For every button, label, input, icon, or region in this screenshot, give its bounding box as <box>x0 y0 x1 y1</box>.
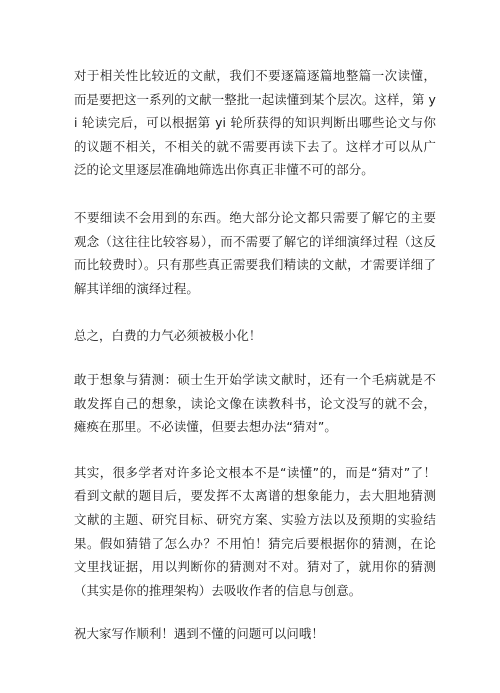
paragraph-guess-right: 其实，很多学者对许多论文根本不是“读懂”的，而是“猜对”了！看到文献的题目后，要发挥不太离谱的想象能力，去大胆地猜测文献的主题、研究目标、研究方案、实验方法以及预期的实验结果。假如猜错了怎么办？不用怕！猜完后要根据你的猜测，在论文里找证据，用以判断你的猜测对不对。猜对了，就用你的猜测（其实是你的推理架构）去吸收作者的信息与创意。 <box>74 464 436 598</box>
paragraph-minimize-effort: 总之，白费的力气必须被极小化！ <box>74 328 262 344</box>
paragraph-dare-to-guess: 敢于想象与猜测：硕士生开始学读文献时，还有一个毛病就是不敢发挥自己的想象，读论文像在读教科书，论文没写的就不会，瘫痪在那里。不必读懂，但要去想办法“猜对”。 <box>74 371 436 435</box>
paragraph-skip-details: 不要细读不会用到的东西。绝大部分论文都只需要了解它的主要观念（这往往比较容易），而不需要了解它的详细演绎过程（这反而比较费时）。只有那些真正需要我们精读的文献，才需要详细了解其详细的演绎过程。 <box>74 209 436 296</box>
paragraph-closing-wish: 祝大家写作顺利！遇到不懂的问题可以问哦！ <box>74 626 324 642</box>
paragraph-batch-reading: 对于相关性比较近的文献，我们不要逐篇逐篇地整篇一次读懂，而是要把这一系列的文献一整批一起读懂到某个层次。这样，第 yi 轮读完后，可以根据第 yi 轮所获得的知识判断出哪些论文与你的议题不相关，不相关的就不需要再读下去了。这样才可以从广泛的论文里逐层准确地筛选出你真正非懂不可的部分。 <box>74 68 436 178</box>
document-body <box>74 64 436 646</box>
